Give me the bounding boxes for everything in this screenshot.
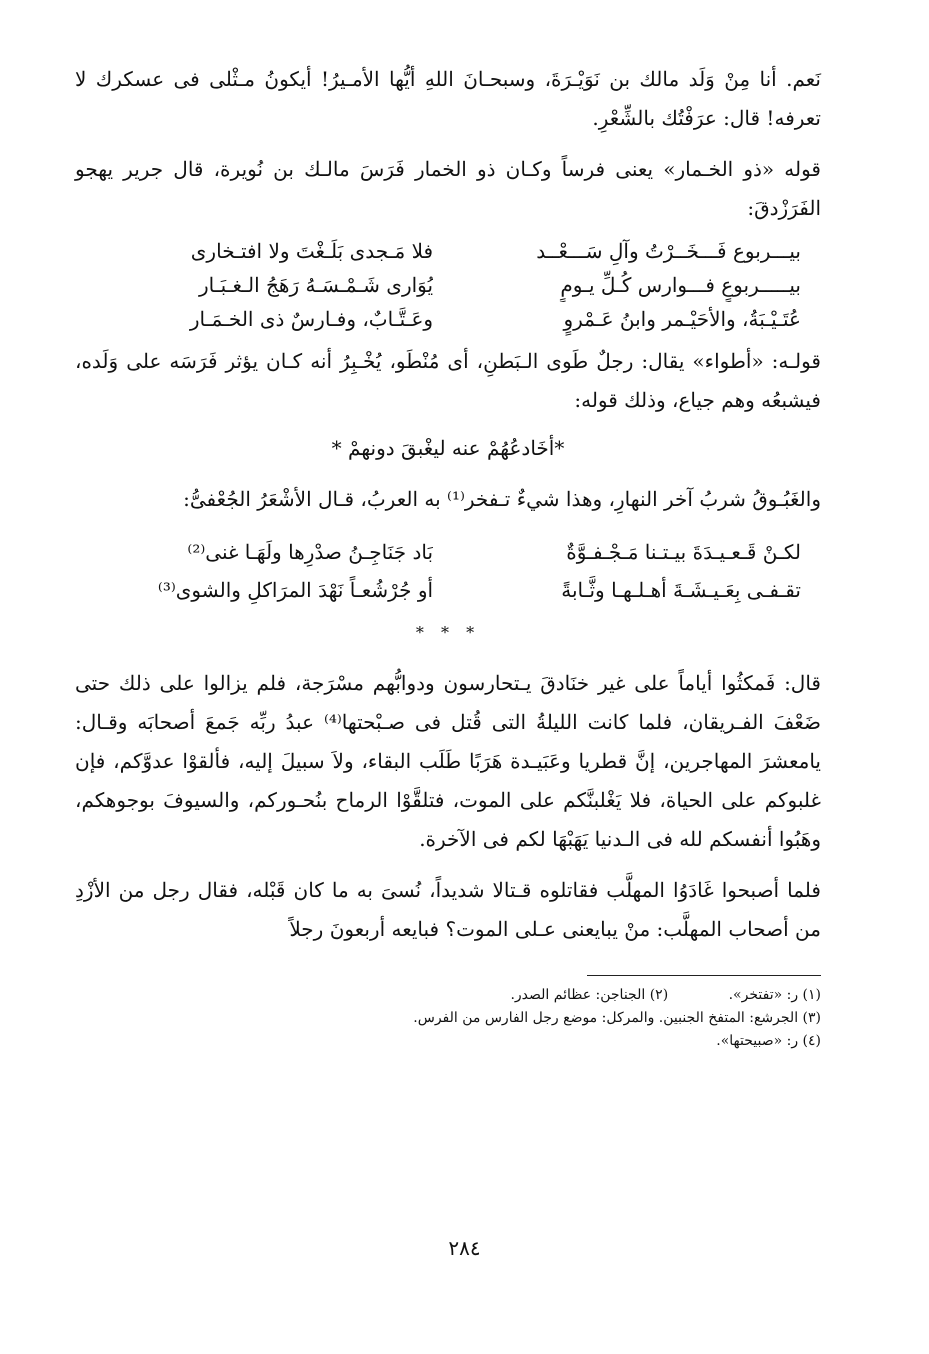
verse-block-jarir — [75, 234, 821, 336]
paragraph-2: قوله «ذو الخـمار» يعنى فرساً وكـان ذو الخمار فَرَسَ مالـك بن نُويرة، قال جرير يهجو الفَرَزْدقَ: — [75, 157, 821, 220]
verse-hemistich-second: بَاد جَنَاجِـنُ صدْرِها ولَهَـا غنى⁽²⁾ — [187, 540, 434, 564]
verse-line — [75, 533, 821, 571]
verse-hemistich-second: فلا مَـجدى بَلَـغْتَ ولا افتـخارى — [190, 239, 434, 263]
footnotes — [75, 984, 821, 1053]
verse-block-ashar — [75, 533, 821, 609]
paragraph-1: نَعم. أنا مِنْ وَلَد مالك بن نَوَيْـرَةَ، وسبحـانَ اللهِ أيُّها الأمـيرُ! أيكونُ مـثْلى فى عسكرك لا تعرفه! قال: عرَفْتُك بالشِّعْرِ. — [75, 67, 822, 130]
verse-line — [75, 571, 821, 609]
quoted-hemistich: *أخَادعُهُمْ عنه ليغْبقَ دونهمْ * — [331, 436, 565, 460]
verse-line — [75, 302, 821, 336]
footnote-row — [75, 1030, 821, 1053]
verse-hemistich-first: لكـنْ قَـعـيـدَةَ بيـتـنا مَـجْـفـوَّةٌ — [566, 540, 801, 564]
page-body — [75, 60, 821, 1053]
paragraph-3: قولـه: «أطواء» يقال: رجلٌ طَوى الـبَطنِ، أى مُنْطَو، يُخْـبِرُ أنه كـان يؤثر فَرَسَه على وَلَده، فيشبعُه وهم جياع، وذلك قوله: — [75, 349, 821, 412]
verse-hemistich-second: يُوَارى شَـمْـسَـهُ رَهَجُ الـغـبَـار — [198, 273, 434, 297]
verse-line — [75, 268, 821, 302]
paragraph-4: والغَبُـوقُ شربُ آخر النهارِ، وهذا شيءٌ تـفخر⁽¹⁾ به العربُ، قـال الأشْعَرُ الجُعْفىُّ: — [183, 487, 821, 511]
verse-line — [75, 234, 821, 268]
footnote-3: (٣) الجرشع: المتفخ الجنبين. والمركل: موضع رجل الفارس من الفرس. — [413, 1010, 821, 1026]
footnote-row — [75, 984, 821, 1007]
verse-hemistich-first: تقـفـى بِعَـيـشَـةَ أهـلـهـا وثَّـابةً — [561, 578, 801, 602]
footnote-row — [75, 1007, 821, 1030]
verse-hemistich-first: بيـــربوع فَـــخَــرْتُ وآلِ سَـــعْــد — [536, 239, 801, 263]
verse-hemistich-first: عُتَـيْـبَةُ، والأحَيْـمر وابنُ عَـمْروٍ — [563, 307, 801, 331]
verse-hemistich-second: أو جُرْشُعـاً نَهْدَ المرَاكلِ والشوى⁽³⁾ — [157, 578, 434, 602]
section-separator: * * * — [415, 623, 481, 642]
footnote-divider — [587, 975, 821, 976]
paragraph-5: قال: فَمكثُوا أياماً على غير خنَادقَ يـتحارسون ودوابُّهم مسْرَجة، فلم يزالوا على ذلك حتى ضَعْفَ الفـريقان، فلما كانت الليلةُ التى قُتل فى صـبْحتها⁽⁴⁾ عبدُ ربِّه جَمعَ أصحابَه وقـال: يامعشرَ المهاجرين، إنَّ قطريا وعَبَيـدة هَرَبًا طَلَب البقاء، ولاَ سبيلَ إليه، فألقوْا عدوَّكم، فإن غلبوكم على الحياة، فلا يَغْلبنَّكم على الموت، فتلقَّوْا الرماح بنُحـوركم، والسيوفَ بوجوهكم، وهَبُوا أنفسكم لله فى الـدنيا يَهَبْهَا لكم فى الآخرة. — [75, 671, 821, 851]
verse-hemistich-first: بيـــــربوعٍ فـــوارس كُـلِّ يـومٍ — [560, 273, 801, 297]
paragraph-6: فلما أصبحوا غَادَوُا المهلَّب فقاتلوه قـتالا شديداً، نُسىَ به ما كان قَبْله، فقال رجل من الأزْدِ من أصحاب المهلَّب: منْ يبايعنى عـلى الموت؟ فبايعه أربعونَ رجلاً — [75, 878, 821, 941]
verse-hemistich-second: وعَـتَّـابٌ، وفـارسٌ ذى الخـمَـار — [189, 307, 434, 331]
footnote-2: (٢) الجناجن: عظائم الصدر. — [510, 987, 669, 1003]
page-number: ٢٨٤ — [448, 1236, 481, 1260]
footnote-1: (١) ر: «تفتخر». — [728, 987, 821, 1003]
footnote-4: (٤) ر: «صبيحتها». — [716, 1033, 821, 1049]
